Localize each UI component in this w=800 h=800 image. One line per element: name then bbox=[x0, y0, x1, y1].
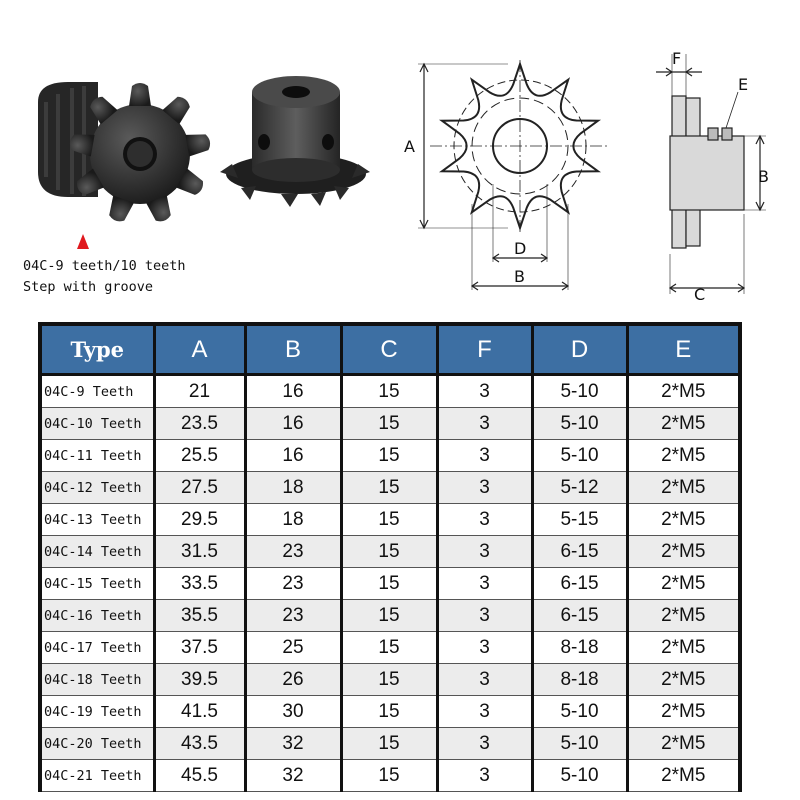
cell-e: 2*M5 bbox=[627, 504, 740, 536]
cell-b: 32 bbox=[245, 760, 341, 792]
cell-f: 3 bbox=[437, 600, 532, 632]
cell-a: 35.5 bbox=[154, 600, 245, 632]
cell-c: 15 bbox=[341, 375, 437, 408]
cell-e: 2*M5 bbox=[627, 696, 740, 728]
cell-e: 2*M5 bbox=[627, 440, 740, 472]
cell-c: 15 bbox=[341, 536, 437, 568]
table-row bbox=[40, 760, 740, 792]
cell-d: 5-10 bbox=[532, 696, 627, 728]
cell-b: 32 bbox=[245, 728, 341, 760]
cell-f: 3 bbox=[437, 536, 532, 568]
header-f: F bbox=[437, 324, 532, 375]
cell-a: 33.5 bbox=[154, 568, 245, 600]
dim-label-b-side: B bbox=[758, 167, 769, 186]
cell-f: 3 bbox=[437, 760, 532, 792]
cell-c: 15 bbox=[341, 664, 437, 696]
cell-f: 3 bbox=[437, 504, 532, 536]
table-row bbox=[40, 696, 740, 728]
cell-type: 04C-19 Teeth bbox=[40, 696, 154, 728]
cell-d: 5-10 bbox=[532, 728, 627, 760]
cell-f: 3 bbox=[437, 568, 532, 600]
cell-f: 3 bbox=[437, 472, 532, 504]
table-row bbox=[40, 536, 740, 568]
cell-d: 8-18 bbox=[532, 664, 627, 696]
cell-c: 15 bbox=[341, 440, 437, 472]
cell-b: 18 bbox=[245, 504, 341, 536]
cell-type: 04C-21 Teeth bbox=[40, 760, 154, 792]
cell-b: 16 bbox=[245, 440, 341, 472]
cell-c: 15 bbox=[341, 632, 437, 664]
cell-c: 15 bbox=[341, 568, 437, 600]
cell-d: 5-10 bbox=[532, 375, 627, 408]
cell-c: 15 bbox=[341, 472, 437, 504]
cell-e: 2*M5 bbox=[627, 568, 740, 600]
table-row bbox=[40, 472, 740, 504]
header-a: A bbox=[154, 324, 245, 375]
cell-e: 2*M5 bbox=[627, 664, 740, 696]
table-row bbox=[40, 440, 740, 472]
table-row bbox=[40, 600, 740, 632]
cell-d: 6-15 bbox=[532, 536, 627, 568]
cell-type: 04C-20 Teeth bbox=[40, 728, 154, 760]
cell-d: 5-12 bbox=[532, 472, 627, 504]
table-row bbox=[40, 728, 740, 760]
cell-type: 04C-10 Teeth bbox=[40, 408, 154, 440]
cell-e: 2*M5 bbox=[627, 600, 740, 632]
header-b: B bbox=[245, 324, 341, 375]
cell-f: 3 bbox=[437, 375, 532, 408]
cell-d: 6-15 bbox=[532, 568, 627, 600]
cell-b: 23 bbox=[245, 600, 341, 632]
cell-a: 41.5 bbox=[154, 696, 245, 728]
cell-e: 2*M5 bbox=[627, 472, 740, 504]
caption-line-1: 04C-9 teeth/10 teeth bbox=[23, 258, 186, 274]
cell-d: 5-15 bbox=[532, 504, 627, 536]
sprocket-photo-hub bbox=[214, 62, 374, 212]
cell-type: 04C-12 Teeth bbox=[40, 472, 154, 504]
cell-f: 3 bbox=[437, 696, 532, 728]
cell-a: 39.5 bbox=[154, 664, 245, 696]
cell-a: 25.5 bbox=[154, 440, 245, 472]
cell-c: 15 bbox=[341, 600, 437, 632]
table-row bbox=[40, 664, 740, 696]
cell-f: 3 bbox=[437, 408, 532, 440]
table-row bbox=[40, 568, 740, 600]
cell-e: 2*M5 bbox=[627, 728, 740, 760]
header-d: D bbox=[532, 324, 627, 375]
cell-a: 45.5 bbox=[154, 760, 245, 792]
dim-label-b-front: B bbox=[514, 267, 525, 286]
cell-c: 15 bbox=[341, 696, 437, 728]
cell-d: 5-10 bbox=[532, 408, 627, 440]
cell-a: 29.5 bbox=[154, 504, 245, 536]
cell-b: 16 bbox=[245, 408, 341, 440]
cell-type: 04C-9 Teeth bbox=[40, 375, 154, 408]
table-row bbox=[40, 504, 740, 536]
dim-label-c: C bbox=[694, 285, 706, 304]
cell-a: 43.5 bbox=[154, 728, 245, 760]
dim-label-e: E bbox=[738, 75, 749, 94]
selection-marker-icon bbox=[77, 234, 89, 249]
side-view-drawing bbox=[648, 44, 788, 306]
cell-e: 2*M5 bbox=[627, 632, 740, 664]
product-illustration bbox=[0, 0, 800, 318]
cell-d: 5-10 bbox=[532, 760, 627, 792]
table-header-row bbox=[40, 324, 740, 375]
cell-a: 27.5 bbox=[154, 472, 245, 504]
cell-d: 5-10 bbox=[532, 440, 627, 472]
cell-c: 15 bbox=[341, 408, 437, 440]
cell-a: 23.5 bbox=[154, 408, 245, 440]
cell-b: 30 bbox=[245, 696, 341, 728]
header-type: Type bbox=[40, 324, 154, 375]
cell-a: 37.5 bbox=[154, 632, 245, 664]
caption-line-2: Step with groove bbox=[23, 279, 154, 295]
cell-b: 23 bbox=[245, 568, 341, 600]
cell-type: 04C-16 Teeth bbox=[40, 600, 154, 632]
dim-label-a: A bbox=[404, 137, 415, 156]
table-row bbox=[40, 375, 740, 408]
cell-e: 2*M5 bbox=[627, 760, 740, 792]
product-caption bbox=[23, 256, 186, 298]
dim-label-f: F bbox=[672, 49, 682, 68]
cell-a: 31.5 bbox=[154, 536, 245, 568]
table-row bbox=[40, 408, 740, 440]
cell-type: 04C-15 Teeth bbox=[40, 568, 154, 600]
cell-f: 3 bbox=[437, 632, 532, 664]
cell-a: 21 bbox=[154, 375, 245, 408]
sprocket-photo-stepped bbox=[28, 72, 228, 242]
cell-d: 6-15 bbox=[532, 600, 627, 632]
cell-f: 3 bbox=[437, 728, 532, 760]
front-view-drawing bbox=[398, 44, 638, 304]
table-row bbox=[40, 632, 740, 664]
dim-label-d: D bbox=[514, 239, 527, 258]
spec-table bbox=[38, 322, 742, 792]
cell-type: 04C-17 Teeth bbox=[40, 632, 154, 664]
cell-e: 2*M5 bbox=[627, 536, 740, 568]
cell-e: 2*M5 bbox=[627, 375, 740, 408]
cell-c: 15 bbox=[341, 728, 437, 760]
cell-b: 16 bbox=[245, 375, 341, 408]
header-c: C bbox=[341, 324, 437, 375]
cell-type: 04C-14 Teeth bbox=[40, 536, 154, 568]
cell-f: 3 bbox=[437, 440, 532, 472]
cell-e: 2*M5 bbox=[627, 408, 740, 440]
cell-type: 04C-18 Teeth bbox=[40, 664, 154, 696]
cell-b: 18 bbox=[245, 472, 341, 504]
header-e: E bbox=[627, 324, 740, 375]
cell-c: 15 bbox=[341, 760, 437, 792]
cell-type: 04C-13 Teeth bbox=[40, 504, 154, 536]
cell-type: 04C-11 Teeth bbox=[40, 440, 154, 472]
cell-b: 25 bbox=[245, 632, 341, 664]
cell-f: 3 bbox=[437, 664, 532, 696]
cell-c: 15 bbox=[341, 504, 437, 536]
cell-b: 26 bbox=[245, 664, 341, 696]
cell-d: 8-18 bbox=[532, 632, 627, 664]
cell-b: 23 bbox=[245, 536, 341, 568]
